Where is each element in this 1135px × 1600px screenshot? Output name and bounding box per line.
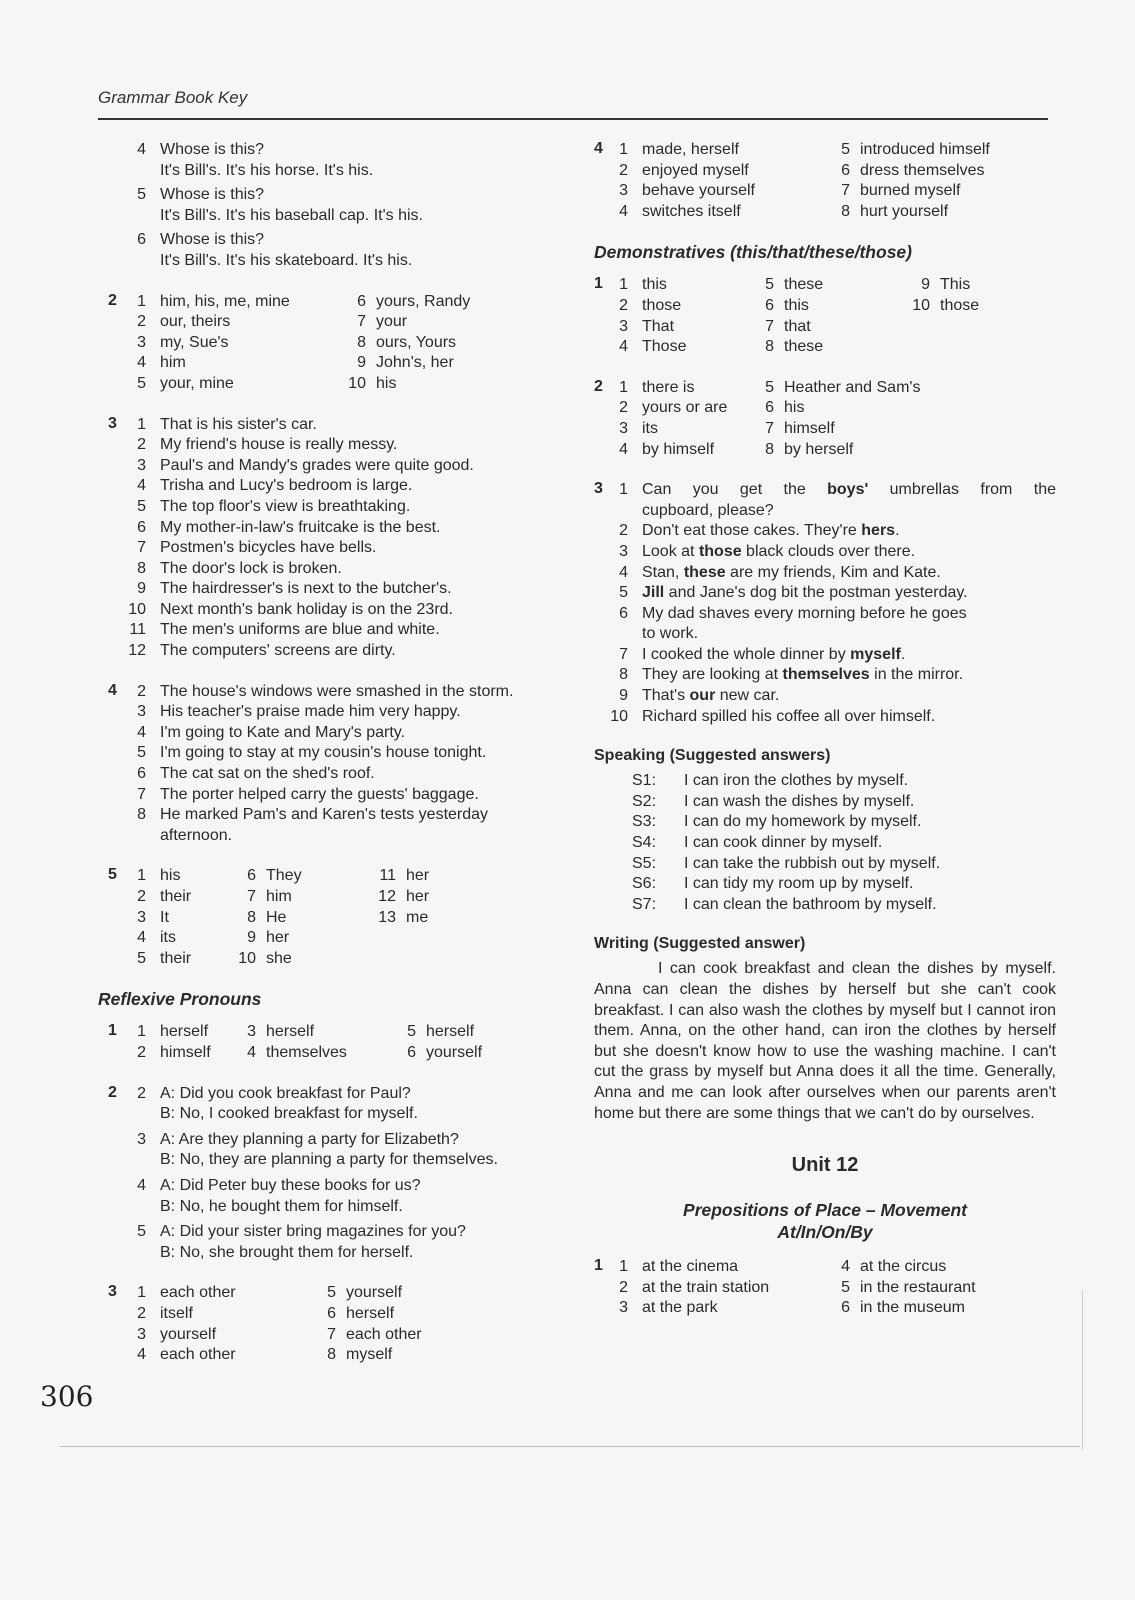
reflexive-exercise-2: 2 2 A: Did you cook breakfast for Paul? B: No, I cooked breakfast for myself. 3 A: Are they planning a party for Elizabeth? B: No, they are planning a party for themselves. 4 A: Did Peter buy these books for us? B: No, he bought them for himself. 5 A: Did your sister bring magazines for you? B: No, she brought them for herself.	[108, 1083, 498, 1261]
speaking-answers: S1: I can iron the clothes by myself. S2: I can wash the dishes by myself. S3: I can do my homework by myself. S4: I can cook dinner by myself. S5: I can take the rubbish out by myself. S6: I can tidy my room up by myself. S7: I can clean the bathroom by myself.	[632, 772, 941, 913]
exercise-5: 5 1 his 2 their 3 It 4 its 5 their 6 They 7 him 8 He 9 her 10 she 11 her 12 her 13 me	[108, 866, 430, 967]
exercise-2: 2 1 him, his, me, mine 2 our, theirs 3 my, Sue's 4 him 5 your, mine 6 yours, Randy 7 your 8 ours, Yours 9 John's, her 10 his	[108, 291, 471, 392]
exercise-1-continued: 4 Whose is this? It's Bill's. It's his horse. It's his. 5 Whose is this? It's Bill's. It's his baseball cap. It's his. 6 Whose is this? It's Bill's. It's his skateboard. It's his.	[137, 141, 423, 269]
footer-rule	[60, 1446, 1080, 1447]
unit-subtitle: Prepositions of Place – Movement At/In/On/By	[683, 1200, 967, 1243]
section-title-reflexive: Reflexive Pronouns	[98, 989, 262, 1010]
section-title-speaking: Speaking (Suggested answers)	[594, 747, 831, 765]
exercise-4: 4 2 The house's windows were smashed in the storm. 3 His teacher's praise made him very happy. 4 I'm going to Kate and Mary's party. 5 I'm going to stay at my cousin's house tonight. 6 The cat sat on the shed's roof. 7 The porter helped carry the guests' baggage. 8 He marked Pam's and Karen's tests yesterday afternoon.	[108, 681, 514, 844]
page-header	[98, 88, 1048, 120]
demonstratives-exercise-2: 2 1 there is 2 yours or are 3 its 4 by himself 5 Heather and Sam's 6 his 7 himself 8 by herself	[594, 377, 921, 458]
section-title-writing: Writing (Suggested answer)	[594, 935, 806, 953]
page-number: 306	[40, 1380, 94, 1413]
demonstratives-exercise-1: 1 1 this 2 those 3 That 4 Those 5 these 6 this 7 that 8 these 9 This 10 those	[594, 275, 980, 356]
reflexive-exercise-3: 3 1 each other 2 itself 3 yourself 4 each other 5 yourself 6 herself 7 each other 8 myself	[108, 1283, 422, 1364]
reflexive-exercise-4: 4 1 made, herself 2 enjoyed myself 3 behave yourself 4 switches itself 5 introduced himself 6 dress themselves 7 burned myself 8 hurt yourself	[594, 140, 990, 220]
running-title: Grammar Book Key	[98, 88, 248, 107]
right-column	[594, 140, 1056, 1339]
demonstratives-exercise-3: 3 1 Can you get the boys' umbrellas from the cupboard, please? 2 Don't eat those cakes. They're hers. 3 Look at those black clouds over there. 4 Stan, these are my friends, Kim and Kate. 5 Jill and Jane's dog bit the postman yesterday. 6 My dad shaves every morning before he goes to work. 7 I cooked the whole dinner by myself. 8 They are looking at themselves in the mirror. 9 That's our new car. 10 Richard spilled his coffee all over himself.	[594, 480, 1056, 725]
reflexive-exercise-1: 1 1 herself 2 himself 3 herself 4 themselves 5 herself 6 yourself	[108, 1022, 483, 1061]
exercise-3: 3 1 That is his sister's car. 2 My friend's house is really messy. 3 Paul's and Mandy's grades were quite good. 4 Trisha and Lucy's bedroom is large. 5 The top floor's view is breathtaking. 6 My mother-in-law's fruitcake is the best. 7 Postmen's bicycles have bells. 8 The door's lock is broken. 9 The hairdresser's is next to the butcher's. 10 Next month's bank holiday is on the 23rd. 11 The men's uniforms are blue and white. 12 The computers' screens are dirty.	[108, 414, 474, 660]
left-column	[98, 140, 560, 1386]
unit12-exercise-1: 1 1 at the cinema 2 at the train station 3 at the park 4 at the circus 5 in the restaurant 6 in the museum	[594, 1257, 976, 1317]
section-title-demonstratives: Demonstratives (this/that/these/those)	[594, 242, 912, 263]
unit-title: Unit 12	[791, 1154, 859, 1177]
margin-rule	[1082, 1290, 1083, 1450]
writing-answer: I can cook breakfast and clean the dishes by myself. Anna can clean the dishes by herself but she can't cook breakfast. I can also wash the clothes by myself but I cannot iron them. Anna, on the other hand, can iron the clothes by herself but she doesn't know how to use the washing machine. I can't cut the grass by myself but Anna does it all the time. Generally, Anna and me can look after ourselves when our parents aren't home but there are some things that we can't do by ourselves.	[594, 960, 1056, 1122]
